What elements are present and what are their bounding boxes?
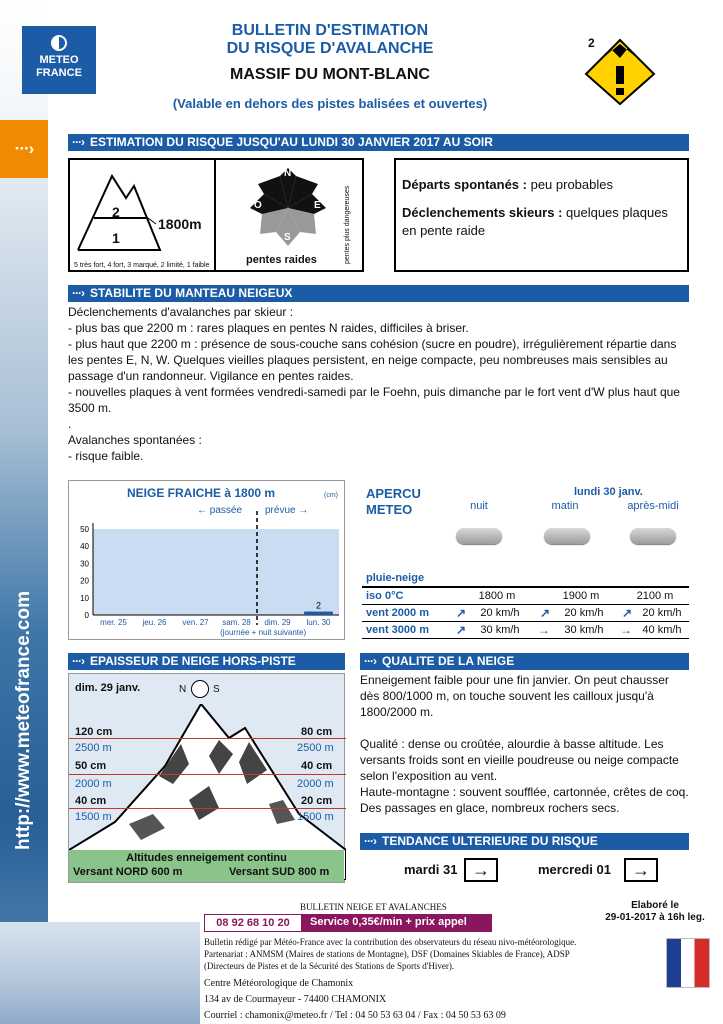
epaisseur-bar: ···› EPAISSEUR DE NEIGE HORS-PISTE — [68, 653, 345, 670]
chart-x-tick: sam. 28 — [222, 618, 251, 627]
stabilite-line: . — [68, 417, 72, 431]
centre-address: 134 av de Courmayeur - 74400 CHAMONIX — [204, 994, 387, 1005]
depth-right-2000: 40 cm — [301, 760, 333, 772]
stabilite-line: - plus bas que 2200 m : rares plaques en pentes N raides, difficiles à briser. — [68, 321, 469, 335]
bulletin-title — [150, 22, 510, 58]
credit-line: (Directeurs de Pistes et de la Sécurité des Stations de Sports d'Hiver). — [204, 961, 455, 971]
iso-apres-midi: 2100 m — [636, 590, 674, 602]
wind-arrow-icon: → — [538, 623, 550, 637]
tendance-day2: mercredi 01 — [538, 862, 611, 877]
stabilite-line: Avalanches spontanées : — [68, 433, 202, 447]
vent2000-matin: 20 km/h — [564, 607, 604, 619]
chart-plot-area — [93, 529, 339, 615]
wind-arrow-icon: ↗ — [622, 606, 633, 620]
validity-subtitle: (Valable en dehors des pistes balisées et ouvertes) — [172, 96, 488, 111]
qualite-line — [360, 720, 690, 736]
departs-label: Départs spontanés : — [402, 177, 527, 192]
tendance-day1: mardi 31 — [404, 862, 458, 877]
stabilite-line: - plus haut que 2200 m : présence de sous-couche sans cohésion (sucre en poudre), irrégulièrement répartie dans les pentes E, N, W. Quelques vieilles plaques persistent, en neige compacte, peu nombreuses mais sensibles au passage d'un randonneur. Vigilance en pentes raides. — [68, 337, 677, 383]
rose-caption: pentes raides — [246, 254, 317, 266]
risk-mountain-icon — [68, 158, 216, 272]
chart-x-tick: lun. 30 — [306, 618, 331, 627]
apercu-divider — [362, 586, 689, 588]
apercu-date: lundi 30 janv. — [574, 486, 643, 498]
vent2000-label: vent 2000 m — [366, 607, 429, 619]
qualite-line: Qualité : dense ou croûtée, alourdie à basse altitude. Les versants froids sont en vieille poudreuse ou neige compacte selon l'exposition au vent. — [360, 737, 679, 783]
chart-x-tick: dim. 29 — [264, 618, 291, 627]
risk-pictogram-icon — [584, 36, 656, 106]
qualite-title: QUALITE DE LA NEIGE — [381, 654, 515, 668]
chart-unit: (cm) — [324, 492, 338, 499]
cloud-icon — [630, 528, 676, 544]
declenchements-label: Déclenchements skieurs : — [402, 205, 563, 220]
qualite-text — [360, 672, 690, 816]
chart-bar — [304, 612, 333, 615]
epaisseur-date: dim. 29 janv. — [75, 682, 141, 694]
epaisseur-title: EPAISSEUR DE NEIGE HORS-PISTE — [89, 654, 296, 668]
altitude-1500-right: 1500 m — [297, 811, 334, 823]
compass-icon — [191, 680, 209, 698]
risk-section-title: ESTIMATION DU RISQUE JUSQU'AU LUNDI 30 JANVIER 2017 AU SOIR — [89, 135, 493, 149]
stabilite-bar: ···› STABILITE DU MANTEAU NEIGEUX — [68, 285, 689, 302]
chart-y-tick: 0 — [84, 611, 89, 620]
title-line2: DU RISQUE D'AVALANCHE — [226, 40, 434, 57]
chart-x-tick: ven. 27 — [182, 618, 209, 627]
cloud-icon — [544, 528, 590, 544]
chart-x-tick: jeu. 26 — [142, 618, 167, 627]
risk-section-bar: ···› ESTIMATION DU RISQUE JUSQU'AU LUNDI 30 JANVIER 2017 AU SOIR — [68, 134, 689, 151]
altitude-2500-right: 2500 m — [297, 742, 334, 754]
chart-y-tick: 40 — [80, 542, 89, 552]
iso-matin: 1900 m — [562, 590, 600, 602]
logo-mark-icon — [51, 35, 67, 51]
chart-y-tick: 20 — [80, 576, 89, 586]
neige-fraiche-svg — [69, 481, 346, 641]
continuity-label: Altitudes enneigement continu — [126, 852, 287, 864]
chart-y-tick: 50 — [80, 525, 89, 534]
altitude-line — [69, 774, 346, 775]
orange-arrow-marker: ···› — [0, 120, 48, 178]
qualite-bar: ···› QUALITE DE LA NEIGE — [360, 653, 689, 670]
stabilite-title: STABILITE DU MANTEAU NEIGEUX — [89, 286, 293, 300]
service-price: Service 0,35€/min + prix appel — [302, 914, 492, 932]
departs-line — [402, 176, 681, 194]
period-matin: matin — [551, 500, 579, 512]
risk-altitude: 1800m — [158, 216, 202, 232]
qualite-line: Haute-montagne : souvent soufflée, cartonnée, crêtes de coq. Des passages en glace, nombreux rochers secs. — [360, 785, 689, 815]
period-nuit: nuit — [470, 500, 488, 512]
centre-contact[interactable]: Courriel : chamonix@meteo.fr / Tel : 04 50 53 63 04 / Fax : 04 50 53 63 09 — [204, 1010, 506, 1021]
phone-number[interactable]: 08 92 68 10 20 — [204, 914, 302, 932]
elabore-line1: Elaboré le — [631, 900, 679, 911]
depth-left-1500: 40 cm — [75, 795, 107, 807]
vent3000-matin: 30 km/h — [564, 624, 604, 636]
apercu-title — [366, 486, 421, 518]
wind-arrow-icon: → — [620, 623, 632, 637]
elabore-info — [600, 900, 710, 924]
footer-strip-label: BULLETIN NEIGE ET AVALANCHES — [300, 902, 447, 912]
altitude-2500-left: 2500 m — [75, 742, 112, 754]
apercu-meteo-panel — [360, 480, 689, 640]
depth-left-2000: 50 cm — [75, 760, 107, 772]
depth-right-2500: 80 cm — [301, 726, 333, 738]
wind-arrow-icon: ↗ — [456, 606, 467, 620]
risk-summary-box — [394, 158, 689, 272]
altitude-line — [69, 808, 346, 809]
elabore-line2: 29-01-2017 à 16h leg. — [605, 912, 705, 923]
title-line1: BULLETIN D'ESTIMATION — [231, 22, 429, 39]
wind-arrow-icon: ↗ — [456, 623, 467, 637]
risk-scale-legend: 5 très fort, 4 fort, 3 marqué, 2 limité, 1 faible — [74, 262, 210, 269]
period-apres-midi: après-midi — [627, 500, 679, 512]
nord-label: Versant NORD 600 m — [73, 866, 183, 878]
chart-title: NEIGE FRAICHE à 1800 m — [127, 486, 276, 500]
chart-x-tick: mer. 25 — [100, 618, 127, 627]
apercu-title-line2: METEO — [366, 502, 413, 517]
prevue-label: prévue → — [265, 505, 309, 516]
wind-arrow-icon: ↗ — [540, 606, 551, 620]
apercu-divider — [362, 604, 689, 605]
vent2000-apres-midi: 20 km/h — [642, 607, 682, 619]
declenchements-line — [402, 204, 681, 240]
trend-arrow-icon: → — [624, 858, 658, 882]
vent3000-label: vent 3000 m — [366, 624, 429, 636]
tendance-title: TENDANCE ULTERIEURE DU RISQUE — [381, 834, 598, 848]
depth-left-2500: 120 cm — [75, 726, 113, 738]
credit-line: Bulletin rédigé par Météo-France avec la contribution des observateurs du réseau nivo-météorologique. — [204, 937, 577, 947]
trend-arrow-icon: → — [464, 858, 498, 882]
chart-y-tick: 30 — [80, 559, 89, 569]
qualite-line: Enneigement faible pour une fin janvier. On peut chausser dès 800/1000 m, on touche souvent les cailloux jusqu'à 1800/2000 m. — [360, 673, 669, 719]
risk-lower-level: 1 — [112, 230, 120, 246]
vent2000-nuit: 20 km/h — [480, 607, 520, 619]
apercu-divider — [362, 621, 689, 622]
neige-fraiche-chart — [68, 480, 345, 640]
apercu-title-line1: APERCU — [366, 486, 421, 501]
slope-rose-box — [214, 158, 364, 272]
risk-upper-level: 2 — [112, 204, 120, 220]
logo-line1: METEO — [39, 54, 79, 66]
credit-line: Partenariat : ANMSM (Maires de stations de Montagne), DSF (Domaines Skiables de France), ADSP — [204, 949, 570, 959]
departs-value: peu probables — [526, 177, 613, 192]
massif-title: MASSIF DU MONT-BLANC — [230, 66, 430, 83]
centre-name: Centre Météorologique de Chamonix — [204, 978, 354, 989]
depth-right-1500: 20 cm — [301, 795, 333, 807]
meteo-france-logo[interactable] — [22, 26, 96, 94]
altitude-2000-left: 2000 m — [75, 778, 112, 790]
rose-n-label: N — [284, 168, 292, 179]
risk-level-number: 2 — [588, 36, 595, 50]
logo-line2: FRANCE — [36, 67, 82, 79]
altitude-1500-left: 1500 m — [75, 811, 112, 823]
centre-info — [204, 976, 664, 1024]
rose-side-legend: pentes plus dangereuses — [344, 185, 351, 264]
vent3000-nuit: 30 km/h — [480, 624, 520, 636]
sud-label: Versant SUD 800 m — [229, 866, 330, 878]
precip-label: pluie-neige — [366, 572, 425, 584]
chart-footnote: (journée + nuit suivante) — [220, 628, 307, 637]
footer-credits — [204, 936, 664, 972]
rose-e-label: E — [314, 200, 321, 211]
declenchements-value: quelques plaques en pente raide — [402, 205, 668, 238]
rose-o-label: O — [254, 200, 262, 211]
altitude-2000-right: 2000 m — [297, 778, 334, 790]
stabilite-line: - risque faible. — [68, 449, 144, 463]
epaisseur-panel — [68, 673, 345, 883]
tendance-bar: ···› TENDANCE ULTERIEURE DU RISQUE — [360, 833, 689, 850]
rose-s-label: S — [284, 232, 291, 243]
chart-data-label: 2 — [315, 600, 322, 611]
cloud-icon — [456, 528, 502, 544]
stabilite-line: - nouvelles plaques à vent formées vendredi-samedi par le Foehn, puis dimanche par le fort vent d'W plus haut que 3500 m. — [68, 385, 680, 415]
vent3000-apres-midi: 40 km/h — [642, 624, 682, 636]
risk-mountain-box — [68, 158, 216, 272]
altitude-line — [69, 738, 346, 739]
apercu-divider — [362, 638, 689, 639]
stabilite-line: Déclenchements d'avalanches par skieur : — [68, 305, 294, 319]
stabilite-text — [68, 304, 693, 464]
iso-nuit: 1800 m — [478, 590, 516, 602]
passee-label: ← passée — [197, 505, 243, 516]
iso-label: iso 0°C — [366, 590, 404, 602]
compass-n-label: N — [179, 684, 187, 695]
compass-s-label: S — [213, 684, 220, 695]
ministry-logo-icon — [666, 938, 710, 988]
chart-y-tick: 10 — [80, 593, 89, 603]
